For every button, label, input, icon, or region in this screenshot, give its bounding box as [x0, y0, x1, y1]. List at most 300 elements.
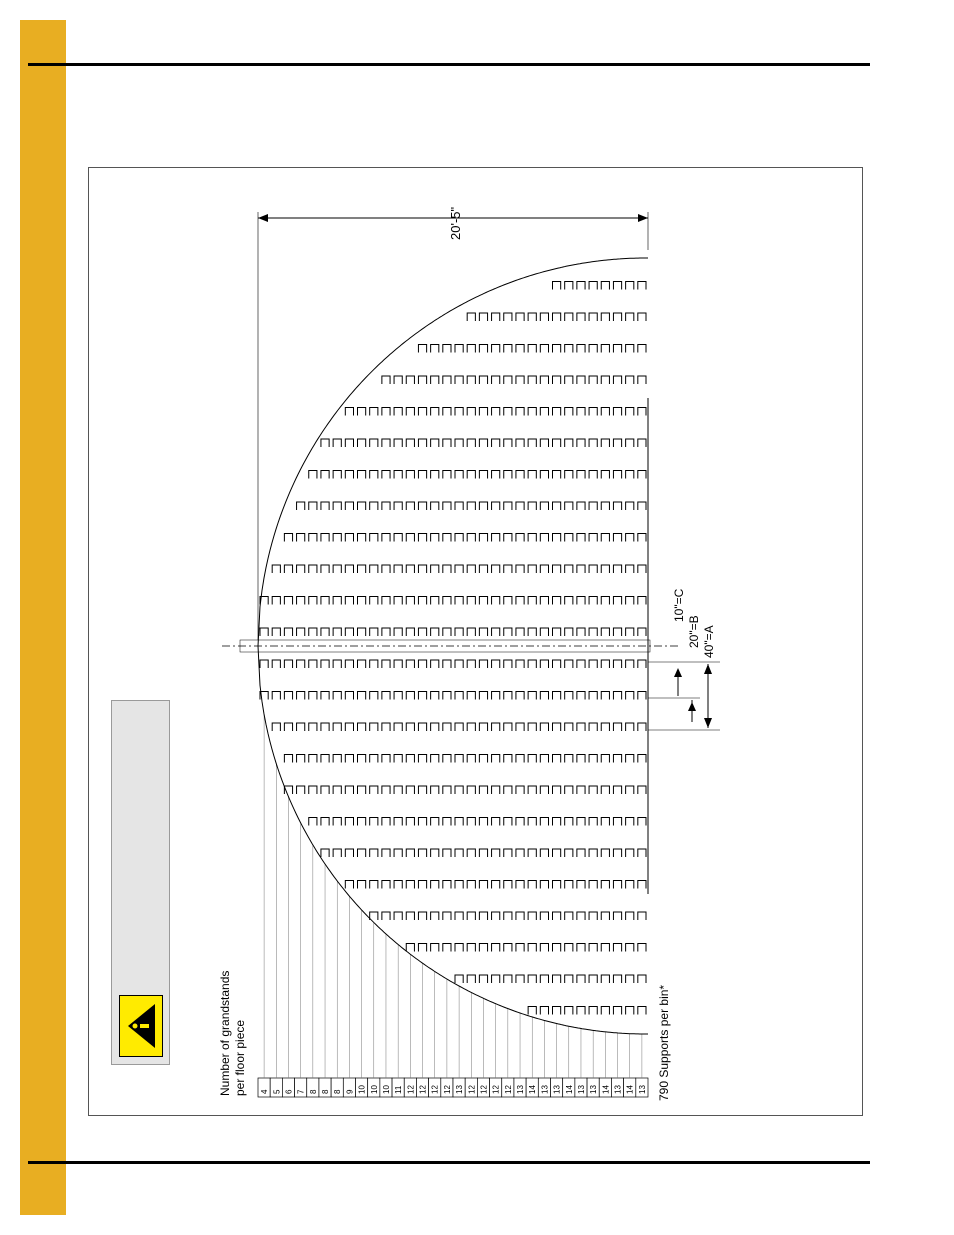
grandstand-mark [455, 502, 463, 510]
grandstand-mark [516, 313, 524, 321]
grandstand-mark [272, 692, 280, 700]
grandstand-mark [492, 408, 500, 416]
grandstand-mark [382, 376, 390, 384]
grandstand-mark [565, 313, 573, 321]
grandstand-mark [431, 944, 439, 952]
count-value: 13 [589, 1085, 599, 1094]
grandstand-mark [431, 723, 439, 731]
count-value: 10 [357, 1085, 367, 1094]
grandstand-mark [370, 881, 378, 889]
count-value: 14 [625, 1085, 635, 1094]
grandstand-mark [492, 786, 500, 794]
grandstand-mark [467, 408, 475, 416]
grandstand-mark [528, 376, 536, 384]
grandstand-mark [345, 755, 353, 763]
grandstand-mark [601, 723, 609, 731]
grandstand-mark [516, 975, 524, 983]
count-value: 6 [284, 1089, 294, 1094]
grandstand-mark [345, 628, 353, 636]
grandstand-mark [577, 565, 585, 573]
grandstand-mark [443, 786, 451, 794]
grandstand-mark [431, 628, 439, 636]
grandstand-mark [345, 660, 353, 668]
grandstand-mark [638, 881, 646, 889]
grandstand-mark [577, 692, 585, 700]
grandstand-mark [601, 628, 609, 636]
count-value: 11 [394, 1085, 404, 1094]
grandstand-mark [626, 786, 634, 794]
grandstand-mark [638, 975, 646, 983]
grandstand-mark [626, 471, 634, 479]
grandstand-mark [479, 313, 487, 321]
grandstand-mark [504, 502, 512, 510]
grandstand-mark [577, 660, 585, 668]
grandstand-mark [492, 313, 500, 321]
count-value: 13 [552, 1085, 562, 1094]
grandstand-mark [382, 439, 390, 447]
grandstand-mark [455, 534, 463, 542]
grandstand-mark [321, 818, 329, 826]
grandstand-mark [358, 818, 366, 826]
grandstand-mark [516, 786, 524, 794]
grandstand-mark [540, 975, 548, 983]
grandstand-mark [467, 660, 475, 668]
grandstand-mark [638, 565, 646, 573]
grandstand-mark [613, 502, 621, 510]
grandstand-mark [443, 692, 451, 700]
grandstand-mark [577, 345, 585, 353]
grandstand-mark [406, 628, 414, 636]
grandstand-mark [577, 912, 585, 920]
grandstand-mark [479, 376, 487, 384]
grandstand-mark [589, 282, 597, 290]
grandstand-mark [370, 818, 378, 826]
grandstand-mark [553, 849, 561, 857]
grandstand-mark [443, 660, 451, 668]
grandstand-mark [516, 818, 524, 826]
grandstand-mark [601, 408, 609, 416]
grandstand-mark [601, 692, 609, 700]
grandstand-mark [577, 944, 585, 952]
grandstand-mark [455, 944, 463, 952]
grandstand-mark [492, 502, 500, 510]
grandstand-mark [504, 534, 512, 542]
grandstand-mark [418, 818, 426, 826]
grandstand-mark [626, 660, 634, 668]
grandstand-mark [321, 849, 329, 857]
grandstand-mark [528, 818, 536, 826]
grandstand-mark [382, 408, 390, 416]
grandstand-mark [479, 723, 487, 731]
grandstand-mark [613, 565, 621, 573]
grandstand-mark [321, 439, 329, 447]
grandstand-mark [382, 912, 390, 920]
grandstand-mark [406, 439, 414, 447]
grandstand-mark [345, 534, 353, 542]
grandstand-mark [394, 692, 402, 700]
grandstand-mark [321, 786, 329, 794]
grandstand-mark [406, 408, 414, 416]
grandstand-mark [516, 660, 524, 668]
grandstand-mark [284, 628, 292, 636]
grandstand-mark [492, 345, 500, 353]
grandstand-mark [613, 282, 621, 290]
grandstand-mark [638, 723, 646, 731]
grandstand-mark [540, 439, 548, 447]
grandstand-mark [297, 534, 305, 542]
grandstand-mark [431, 692, 439, 700]
grandstand-mark [370, 408, 378, 416]
grandstand-mark [370, 471, 378, 479]
grandstand-mark [492, 597, 500, 605]
grandstand-mark [565, 975, 573, 983]
grandstand-mark [577, 313, 585, 321]
grandstand-mark [638, 502, 646, 510]
grandstand-mark [467, 628, 475, 636]
grandstand-mark [565, 628, 573, 636]
grandstand-mark [528, 723, 536, 731]
grandstand-mark [638, 408, 646, 416]
grandstand-mark [589, 502, 597, 510]
grandstand-mark [443, 723, 451, 731]
grandstand-mark [479, 597, 487, 605]
grandstand-mark [528, 755, 536, 763]
grandstand-mark [431, 534, 439, 542]
grandstand-mark [601, 786, 609, 794]
count-value: 14 [564, 1085, 574, 1094]
grandstand-mark [345, 881, 353, 889]
grandstand-mark [382, 534, 390, 542]
grandstand-mark [613, 692, 621, 700]
grandstand-mark [479, 912, 487, 920]
grandstand-mark [565, 439, 573, 447]
grandstand-mark [333, 723, 341, 731]
count-value: 9 [345, 1089, 355, 1094]
grandstand-mark [443, 755, 451, 763]
grandstand-mark [418, 660, 426, 668]
overall-dimension-label: 20'-5" [448, 206, 463, 240]
grandstand-mark [382, 755, 390, 763]
grandstand-mark [443, 565, 451, 573]
grandstand-mark [553, 975, 561, 983]
grandstand-mark [504, 660, 512, 668]
count-value: 12 [467, 1085, 477, 1094]
grandstand-mark [589, 975, 597, 983]
grandstand-mark [504, 345, 512, 353]
grandstand-mark [443, 376, 451, 384]
grandstand-mark [516, 471, 524, 479]
grandstand-mark [309, 597, 317, 605]
grandstand-mark [577, 1007, 585, 1015]
grandstand-mark [601, 975, 609, 983]
grandstand-mark [358, 565, 366, 573]
grandstand-mark [431, 408, 439, 416]
grandstand-mark [613, 975, 621, 983]
grandstand-mark [528, 534, 536, 542]
grandstand-mark [638, 818, 646, 826]
grandstand-mark [589, 565, 597, 573]
grandstand-mark [492, 692, 500, 700]
grandstand-mark [638, 660, 646, 668]
grandstand-mark [504, 471, 512, 479]
spacing-a-arrow-top [704, 664, 712, 674]
grandstand-mark [479, 786, 487, 794]
grandstand-mark [382, 565, 390, 573]
grandstand-mark [613, 881, 621, 889]
grandstand-mark [504, 723, 512, 731]
grandstand-mark [601, 660, 609, 668]
count-value: 12 [479, 1085, 489, 1094]
grandstand-mark [492, 439, 500, 447]
grandstand-mark [455, 975, 463, 983]
grandstand-mark [589, 849, 597, 857]
grandstand-mark [431, 660, 439, 668]
grandstand-mark [638, 313, 646, 321]
grandstand-mark [492, 376, 500, 384]
grandstand-mark [504, 376, 512, 384]
grandstand-mark [479, 534, 487, 542]
grandstand-mark [358, 849, 366, 857]
grandstand-mark [394, 881, 402, 889]
grandstand-mark [540, 755, 548, 763]
grandstand-mark [260, 660, 268, 668]
grandstand-mark [626, 881, 634, 889]
dim-arrow-right [638, 214, 648, 222]
grandstand-mark [370, 692, 378, 700]
grandstand-mark [613, 313, 621, 321]
grandstand-mark [382, 502, 390, 510]
grandstand-mark [553, 471, 561, 479]
grandstand-mark [455, 660, 463, 668]
grandstand-mark [553, 502, 561, 510]
grandstand-mark [382, 660, 390, 668]
grandstand-mark [272, 597, 280, 605]
grandstand-mark [565, 692, 573, 700]
grandstand-mark [601, 565, 609, 573]
grandstand-mark [516, 849, 524, 857]
grandstand-mark [626, 534, 634, 542]
grandstand-mark [626, 345, 634, 353]
grandstand-mark [504, 565, 512, 573]
grandstand-mark [613, 534, 621, 542]
grandstand-mark [467, 975, 475, 983]
grandstand-mark [467, 849, 475, 857]
grandstand-mark [467, 881, 475, 889]
grandstand-mark [613, 471, 621, 479]
grandstand-mark [516, 692, 524, 700]
grandstand-mark [638, 1007, 646, 1015]
grandstand-mark [638, 849, 646, 857]
grandstand-mark [358, 755, 366, 763]
grandstand-mark [345, 502, 353, 510]
grandstand-mark [638, 912, 646, 920]
grandstand-mark [394, 818, 402, 826]
grandstand-mark [626, 282, 634, 290]
grandstand-mark [284, 755, 292, 763]
grandstand-mark [553, 376, 561, 384]
grandstand-mark [479, 944, 487, 952]
grandstand-mark [370, 912, 378, 920]
grandstand-mark [467, 471, 475, 479]
grandstand-mark [467, 502, 475, 510]
grandstand-mark [613, 345, 621, 353]
grandstand-mark [601, 1007, 609, 1015]
grandstand-mark [540, 534, 548, 542]
grandstand-mark [406, 534, 414, 542]
grandstand-mark [528, 1007, 536, 1015]
grandstand-mark [370, 565, 378, 573]
grandstand-mark [528, 944, 536, 952]
grandstand-mark [601, 912, 609, 920]
grandstand-mark [613, 849, 621, 857]
grandstand-mark [638, 628, 646, 636]
grandstand-mark [577, 628, 585, 636]
grandstand-mark [358, 692, 366, 700]
grandstand-mark [479, 345, 487, 353]
grandstand-mark [638, 439, 646, 447]
grandstand-mark [553, 755, 561, 763]
grandstand-mark [638, 282, 646, 290]
grandstand-mark [601, 534, 609, 542]
grandstand-mark [626, 849, 634, 857]
count-value: 4 [260, 1089, 270, 1094]
grandstand-mark [528, 786, 536, 794]
grandstand-grid [260, 282, 646, 1015]
grandstand-mark [516, 597, 524, 605]
grandstand-mark [321, 660, 329, 668]
grandstand-mark [492, 944, 500, 952]
grandstand-mark [553, 723, 561, 731]
grandstand-mark [345, 849, 353, 857]
grandstand-mark [418, 597, 426, 605]
grandstand-mark [479, 849, 487, 857]
grandstand-mark [626, 408, 634, 416]
grandstand-mark [577, 975, 585, 983]
grandstand-mark [516, 534, 524, 542]
grandstand-mark [540, 313, 548, 321]
grandstand-mark [626, 692, 634, 700]
grandstand-mark [309, 628, 317, 636]
grandstand-mark [394, 502, 402, 510]
grandstand-mark [443, 408, 451, 416]
grandstand-mark [455, 849, 463, 857]
grandstand-mark [467, 818, 475, 826]
grandstand-mark [540, 944, 548, 952]
count-value: 12 [503, 1085, 513, 1094]
grandstand-mark [589, 313, 597, 321]
grandstand-mark [394, 912, 402, 920]
grandstand-mark [370, 628, 378, 636]
grandstand-mark [370, 439, 378, 447]
count-value: 13 [455, 1085, 465, 1094]
grandstand-mark [577, 282, 585, 290]
grandstand-mark [284, 534, 292, 542]
grandstand-mark [577, 376, 585, 384]
grandstand-mark [297, 565, 305, 573]
grandstand-mark [626, 755, 634, 763]
grandstand-mark [370, 534, 378, 542]
grandstand-mark [638, 597, 646, 605]
grandstand-mark [565, 502, 573, 510]
grandstand-mark [540, 692, 548, 700]
grandstand-mark [492, 849, 500, 857]
grandstand-mark [297, 628, 305, 636]
grandstand-mark [516, 345, 524, 353]
grandstand-mark [321, 628, 329, 636]
grandstand-mark [443, 471, 451, 479]
grandstand-mark [455, 692, 463, 700]
grandstand-mark [528, 345, 536, 353]
grandstand-mark [504, 881, 512, 889]
grandstand-mark [516, 439, 524, 447]
grandstand-mark [601, 597, 609, 605]
spacing-b-label: 20"=B [687, 615, 701, 648]
grandstand-mark [479, 471, 487, 479]
grandstand-mark [382, 723, 390, 731]
grandstand-mark [455, 818, 463, 826]
grandstand-mark [589, 881, 597, 889]
grandstand-mark [455, 408, 463, 416]
grandstand-mark [443, 912, 451, 920]
grandstand-mark [443, 944, 451, 952]
count-value: 12 [442, 1085, 452, 1094]
grandstand-mark [443, 628, 451, 636]
grandstand-mark [479, 439, 487, 447]
grandstand-mark [565, 723, 573, 731]
grandstand-mark [553, 313, 561, 321]
grandstand-mark [553, 408, 561, 416]
grandstand-mark [284, 692, 292, 700]
grandstand-mark [382, 692, 390, 700]
grandstand-mark [589, 439, 597, 447]
count-value: 8 [308, 1089, 318, 1094]
grandstand-mark [370, 660, 378, 668]
grandstand-mark [431, 786, 439, 794]
grandstand-mark [382, 849, 390, 857]
grandstand-mark [455, 439, 463, 447]
grandstand-mark [406, 502, 414, 510]
count-value: 8 [333, 1089, 343, 1094]
grandstand-mark [553, 660, 561, 668]
grandstand-mark [345, 471, 353, 479]
grandstand-mark [516, 723, 524, 731]
grandstand-mark [626, 944, 634, 952]
grandstand-mark [516, 912, 524, 920]
count-value: 10 [369, 1085, 379, 1094]
grandstand-mark [540, 376, 548, 384]
grandstand-mark [553, 912, 561, 920]
grandstand-mark [394, 408, 402, 416]
grandstand-mark [516, 565, 524, 573]
grandstand-mark [528, 660, 536, 668]
grandstand-mark [613, 660, 621, 668]
grandstand-mark [589, 786, 597, 794]
grandstand-mark [321, 471, 329, 479]
grandstand-mark [431, 597, 439, 605]
grandstand-mark [394, 439, 402, 447]
grandstand-mark [577, 849, 585, 857]
grandstand-mark [345, 565, 353, 573]
grandstand-mark [516, 944, 524, 952]
grandstand-mark [406, 786, 414, 794]
grandstand-mark [443, 502, 451, 510]
grandstand-mark [431, 881, 439, 889]
grandstand-mark [406, 376, 414, 384]
grandstand-mark [479, 755, 487, 763]
grandstand-mark [455, 881, 463, 889]
grandstand-mark [516, 755, 524, 763]
grandstand-mark [553, 597, 561, 605]
